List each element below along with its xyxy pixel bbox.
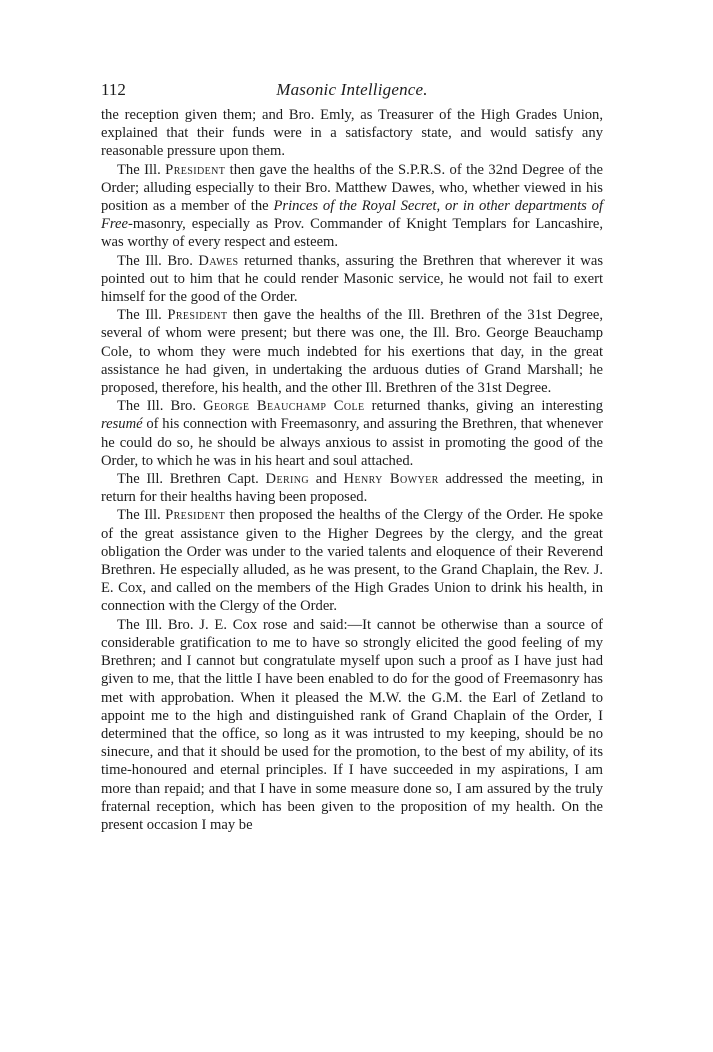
small-caps-name: President	[167, 307, 228, 324]
text-run: The Ill. Bro.	[117, 398, 204, 415]
text-run: and	[309, 471, 344, 488]
paragraph	[101, 470, 603, 506]
text-run: addressed the meeting, in return for their healths having been proposed.	[101, 471, 603, 506]
page-number: 112	[101, 80, 126, 99]
article-body	[101, 106, 603, 834]
small-caps-name: President	[165, 507, 226, 524]
small-caps-name: Henry Bowyer	[343, 471, 439, 488]
paragraph	[101, 161, 603, 252]
italic-text: Princes of the Royal Secret, or in other departments of Free-	[101, 198, 604, 233]
text-run: returned thanks, giving an interesting	[364, 398, 603, 415]
small-caps-name: President	[165, 161, 226, 178]
paragraph	[101, 397, 603, 470]
paragraph	[101, 106, 603, 161]
text-run: masonry, especially as Prov. Commander of Knight Templars for Lancashire, was worthy of every respect and esteem.	[101, 216, 603, 251]
text-run: the reception given them; and Bro. Emly, as Treasurer of the High Grades Union, explained that their funds were in a satisfactory state, and would satisfy any reasonable pressure upon them.	[101, 107, 603, 160]
running-header	[101, 80, 603, 106]
text-run: then gave the healths of the Ill. Brethren of the 31st Degree, several of whom were present; but there was one, the Ill. Bro. George Beauchamp Cole, to whom they were much indebted for his exertions that day, in the great assistance he had given, in undertaking the arduous duties of Grand Marshall; he proposed, therefore, his health, and the other Ill. Brethren of the 31st Degree.	[101, 307, 604, 397]
text-run: The Ill. Bro.	[117, 252, 199, 269]
text-run: The Ill.	[117, 507, 166, 524]
text-run: The Ill. Bro. J. E. Cox rose and said:—It cannot be otherwise than a source of considerable gratification to me to have so strongly elicited the good feeling of my Brethren; and I cannot but congratulate myself upon such a proof as I have just had given to me, that the little I have been enabled to do for the good of Freemasonry has met with approbation. When it pleased the M.W. the G.M. the Earl of Zetland to appoint me to the high and distinguished rank of Grand Chaplain of the Order, I determined that the office, so long as it was intrusted to my keeping, should be no sinecure, and that it should be used for the promotion, to the best of my ability, of its time-honoured and eternal principles. If I have succeeded in my aspirations, I am more than repaid; and that I have in some measure done so, I am assured by the truly fraternal reception, which has been given to the proposition of my health. On the present occasion I may be	[101, 616, 603, 833]
text-run: The Ill.	[117, 161, 166, 178]
paragraph	[101, 252, 603, 307]
text-run: returned thanks, assuring the Brethren that wherever it was pointed out to him that he could render Masonic service, he would not fail to exert himself for the good of the Order.	[101, 252, 603, 306]
text-run: then gave the healths of the S.P.R.S. of the 32nd Degree of the Order; alluding especially to their Bro. Matthew Dawes, who, whether viewed in his position as a member of the	[101, 161, 603, 215]
running-title: Masonic Intelligence.	[276, 80, 428, 99]
small-caps-name: George Beauchamp Cole	[203, 398, 365, 415]
paragraph	[101, 306, 603, 397]
italic-text: resumé	[101, 416, 143, 433]
text-run: then proposed the healths of the Clergy of the Order. He spoke of the great assistance given to the Higher Degrees by the clergy, and the great obligation the Order was under to the varied talents and eloquence of their Reverend Brethren. He especially alluded, as he was present, to the Grand Chaplain, the Rev. J. E. Cox, and called on the members of the High Grades Union to drink his health, in connection with the Clergy of the Order.	[101, 507, 603, 615]
paragraph	[101, 616, 603, 834]
document-page	[101, 80, 603, 834]
paragraph	[101, 506, 603, 615]
text-run: The Ill. Brethren Capt.	[117, 471, 266, 488]
small-caps-name: Dering	[265, 471, 309, 488]
text-run: The Ill.	[117, 307, 168, 324]
text-run: of his connection with Freemasonry, and assuring the Brethren, that whenever he could do so, he should be always anxious to assist in promoting the good of the Order, to which he was in his heart and soul attached.	[101, 416, 603, 469]
small-caps-name: Dawes	[198, 252, 239, 269]
